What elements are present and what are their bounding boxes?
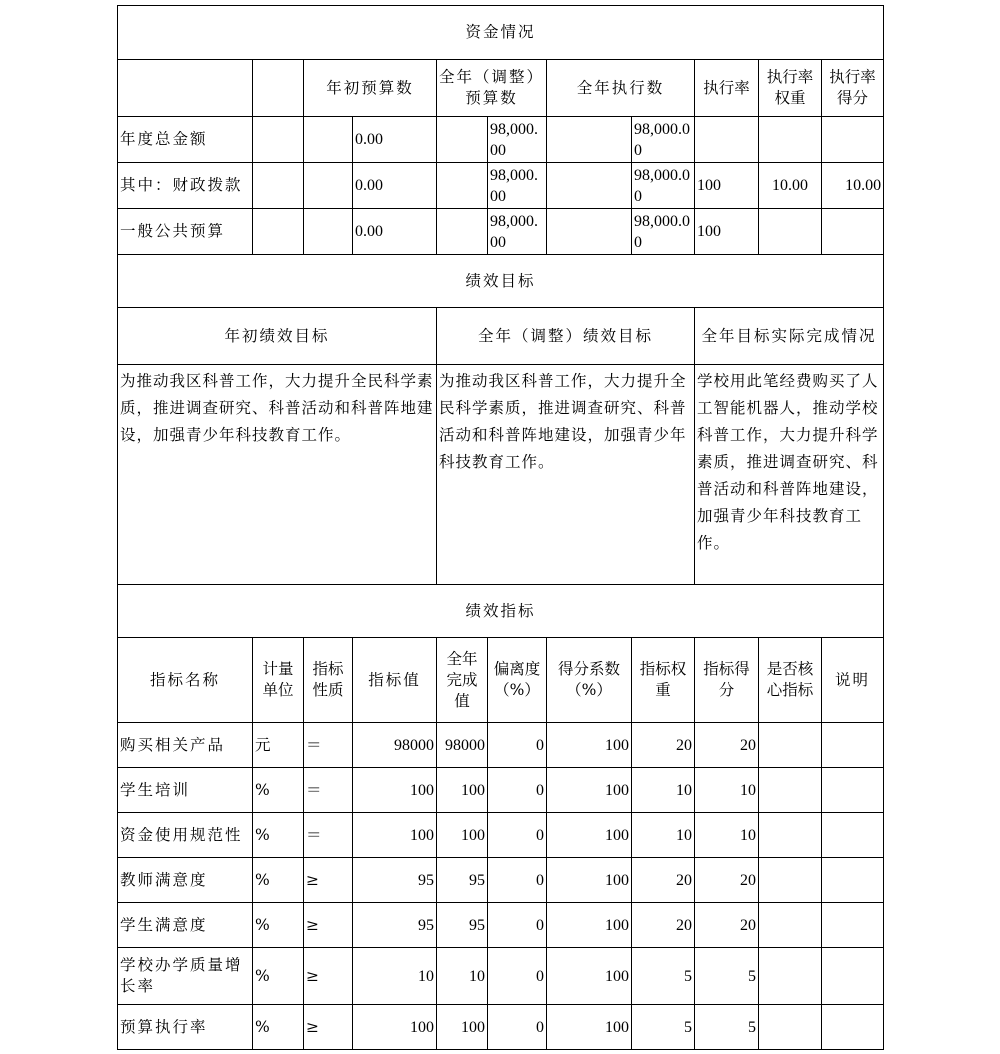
ind-deviation: 0	[488, 768, 547, 813]
ind-score: 5	[695, 948, 759, 1005]
blank-cell	[547, 209, 632, 255]
blank-cell	[304, 117, 353, 163]
ind-core	[759, 768, 822, 813]
funds-row	[118, 209, 884, 255]
ind-header-name: 指标名称	[118, 638, 253, 723]
ind-name: 教师满意度	[118, 858, 253, 903]
blank-cell	[304, 163, 353, 209]
ind-coefficient: 100	[547, 903, 632, 948]
blank-cell	[253, 117, 304, 163]
ind-note	[822, 903, 884, 948]
indicators-section-row	[118, 585, 884, 638]
ind-unit: %	[253, 813, 304, 858]
funds-adjusted: 98,000.00	[488, 163, 547, 209]
indicator-row	[118, 948, 884, 1005]
funds-adjusted: 98,000.00	[488, 117, 547, 163]
ind-completed: 10	[437, 948, 488, 1005]
blank-cell	[437, 209, 488, 255]
ind-core	[759, 948, 822, 1005]
funds-header-row	[118, 60, 884, 117]
ind-name: 学生培训	[118, 768, 253, 813]
goals-adjusted-header: 全年（调整）绩效目标	[437, 308, 695, 365]
ind-nature: ＝	[304, 723, 353, 768]
ind-weight: 10	[632, 813, 695, 858]
funds-score: 10.00	[822, 163, 884, 209]
ind-unit: 元	[253, 723, 304, 768]
funds-header-executed: 全年执行数	[547, 60, 695, 117]
ind-note	[822, 858, 884, 903]
ind-coefficient: 100	[547, 1005, 632, 1050]
ind-name: 资金使用规范性	[118, 813, 253, 858]
ind-weight: 5	[632, 1005, 695, 1050]
funds-header-weight: 执行率权重	[759, 60, 822, 117]
ind-deviation: 0	[488, 813, 547, 858]
funds-initial: 0.00	[353, 163, 437, 209]
indicator-row	[118, 723, 884, 768]
ind-header-core: 是否核心指标	[759, 638, 822, 723]
funds-adjusted: 98,000.00	[488, 209, 547, 255]
ind-header-nature: 指标性质	[304, 638, 353, 723]
funds-executed: 98,000.00	[632, 117, 695, 163]
blank-cell	[437, 117, 488, 163]
goals-actual-text: 学校用此笔经费购买了人工智能机器人，推动学校科普工作，大力提升科学素质，推进调查研究、科普活动和科普阵地建设，加强青少年科技教育工作。	[695, 365, 884, 585]
performance-table	[117, 5, 884, 1050]
ind-nature: ≥	[304, 948, 353, 1005]
indicator-row	[118, 768, 884, 813]
ind-unit: %	[253, 858, 304, 903]
ind-header-deviation: 偏离度（%）	[488, 638, 547, 723]
funds-row	[118, 163, 884, 209]
ind-nature: ＝	[304, 768, 353, 813]
indicators-section-title: 绩效指标	[118, 585, 884, 638]
blank-cell	[253, 163, 304, 209]
ind-header-completed: 全年完成值	[437, 638, 488, 723]
ind-note	[822, 723, 884, 768]
ind-core	[759, 723, 822, 768]
blank-cell	[304, 209, 353, 255]
ind-target: 95	[353, 858, 437, 903]
funds-section-title: 资金情况	[118, 6, 884, 60]
ind-score: 10	[695, 813, 759, 858]
ind-weight: 20	[632, 858, 695, 903]
indicator-row	[118, 813, 884, 858]
indicator-row	[118, 903, 884, 948]
funds-rate	[695, 117, 759, 163]
goals-section-row	[118, 255, 884, 308]
ind-nature: ≥	[304, 1005, 353, 1050]
funds-section-row	[118, 6, 884, 60]
ind-target: 98000	[353, 723, 437, 768]
funds-header-score: 执行率得分	[822, 60, 884, 117]
ind-header-unit: 计量单位	[253, 638, 304, 723]
goals-section-title: 绩效目标	[118, 255, 884, 308]
ind-weight: 10	[632, 768, 695, 813]
ind-nature: ≥	[304, 858, 353, 903]
ind-deviation: 0	[488, 723, 547, 768]
ind-core	[759, 813, 822, 858]
funds-rate: 100	[695, 163, 759, 209]
ind-name: 学校办学质量增长率	[118, 948, 253, 1005]
blank-cell	[437, 163, 488, 209]
ind-name: 购买相关产品	[118, 723, 253, 768]
funds-row-label: 其中：财政拨款	[118, 163, 253, 209]
funds-executed: 98,000.00	[632, 163, 695, 209]
ind-unit: %	[253, 768, 304, 813]
ind-note	[822, 948, 884, 1005]
ind-deviation: 0	[488, 948, 547, 1005]
ind-target: 100	[353, 813, 437, 858]
ind-unit: %	[253, 903, 304, 948]
goals-adjusted-text: 为推动我区科普工作，大力提升全民科学素质，推进调查研究、科普活动和科普阵地建设，加强青少年科技教育工作。	[437, 365, 695, 585]
funds-weight	[759, 117, 822, 163]
goals-actual-header: 全年目标实际完成情况	[695, 308, 884, 365]
ind-completed: 100	[437, 1005, 488, 1050]
blank-cell	[547, 117, 632, 163]
ind-completed: 100	[437, 768, 488, 813]
funds-initial: 0.00	[353, 209, 437, 255]
ind-weight: 20	[632, 723, 695, 768]
ind-target: 10	[353, 948, 437, 1005]
funds-row-label: 一般公共预算	[118, 209, 253, 255]
funds-header-adjusted: 全年（调整）预算数	[437, 60, 547, 117]
funds-header-initial: 年初预算数	[304, 60, 437, 117]
ind-core	[759, 1005, 822, 1050]
blank-cell	[547, 163, 632, 209]
ind-target: 100	[353, 768, 437, 813]
ind-score: 20	[695, 858, 759, 903]
ind-nature: ＝	[304, 813, 353, 858]
ind-target: 100	[353, 1005, 437, 1050]
goals-content-row	[118, 365, 884, 585]
ind-completed: 95	[437, 858, 488, 903]
funds-header-blank	[118, 60, 253, 117]
goals-initial-text: 为推动我区科普工作，大力提升全民科学素质，推进调查研究、科普活动和科普阵地建设，加强青少年科技教育工作。	[118, 365, 437, 585]
ind-name: 学生满意度	[118, 903, 253, 948]
ind-unit: %	[253, 948, 304, 1005]
ind-coefficient: 100	[547, 948, 632, 1005]
ind-note	[822, 813, 884, 858]
ind-core	[759, 903, 822, 948]
ind-completed: 100	[437, 813, 488, 858]
funds-header-rate: 执行率	[695, 60, 759, 117]
ind-header-note: 说明	[822, 638, 884, 723]
ind-deviation: 0	[488, 1005, 547, 1050]
ind-score: 10	[695, 768, 759, 813]
blank-cell	[253, 209, 304, 255]
goals-initial-header: 年初绩效目标	[118, 308, 437, 365]
funds-score	[822, 117, 884, 163]
funds-row-label: 年度总金额	[118, 117, 253, 163]
goals-header-row	[118, 308, 884, 365]
funds-weight	[759, 209, 822, 255]
ind-unit: %	[253, 1005, 304, 1050]
ind-completed: 95	[437, 903, 488, 948]
ind-name: 预算执行率	[118, 1005, 253, 1050]
funds-executed: 98,000.00	[632, 209, 695, 255]
indicators-header-row	[118, 638, 884, 723]
funds-rate: 100	[695, 209, 759, 255]
ind-completed: 98000	[437, 723, 488, 768]
ind-note	[822, 768, 884, 813]
ind-deviation: 0	[488, 903, 547, 948]
ind-coefficient: 100	[547, 813, 632, 858]
ind-note	[822, 1005, 884, 1050]
ind-coefficient: 100	[547, 858, 632, 903]
ind-header-target: 指标值	[353, 638, 437, 723]
funds-initial: 0.00	[353, 117, 437, 163]
ind-coefficient: 100	[547, 768, 632, 813]
ind-target: 95	[353, 903, 437, 948]
ind-coefficient: 100	[547, 723, 632, 768]
ind-header-weight: 指标权重	[632, 638, 695, 723]
indicator-row	[118, 1005, 884, 1050]
ind-weight: 5	[632, 948, 695, 1005]
ind-weight: 20	[632, 903, 695, 948]
ind-deviation: 0	[488, 858, 547, 903]
funds-score	[822, 209, 884, 255]
funds-row	[118, 117, 884, 163]
funds-header-blank	[253, 60, 304, 117]
ind-score: 5	[695, 1005, 759, 1050]
indicator-row	[118, 858, 884, 903]
ind-score: 20	[695, 723, 759, 768]
ind-core	[759, 858, 822, 903]
ind-nature: ≥	[304, 903, 353, 948]
ind-score: 20	[695, 903, 759, 948]
ind-header-coefficient: 得分系数（%）	[547, 638, 632, 723]
ind-header-score: 指标得分	[695, 638, 759, 723]
funds-weight: 10.00	[759, 163, 822, 209]
